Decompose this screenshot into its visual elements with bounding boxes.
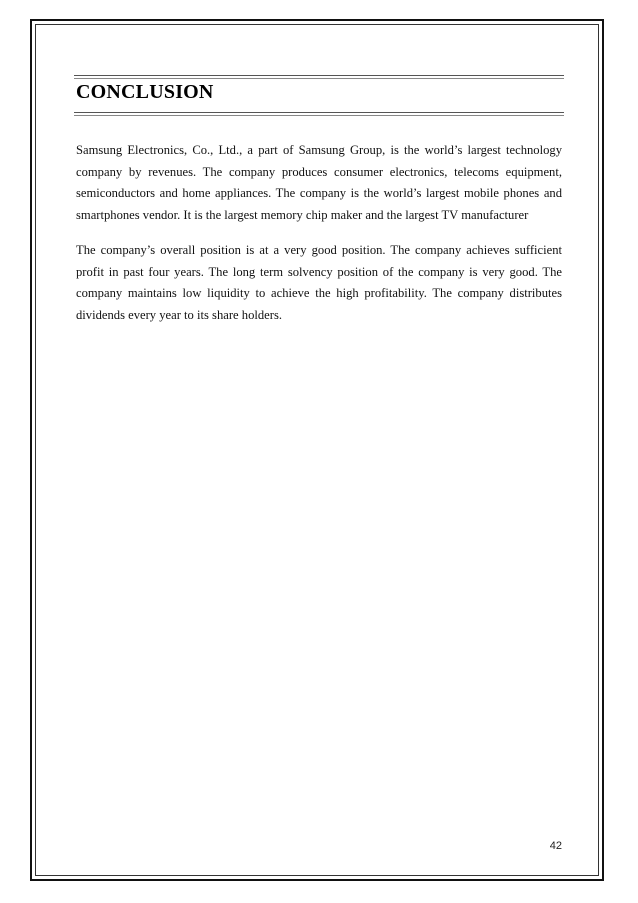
heading-rule-top-secondary	[74, 78, 564, 79]
section-heading: CONCLUSION	[76, 81, 214, 103]
paragraph-2: The company’s overall position is at a very good position. The company achieves sufficient profit in past four years. The long term solvency position of the company is very good. The company maintains low liquidity to achieve the high profitability. The company distributes dividends every year to its share holders.	[76, 243, 562, 322]
heading-rule-bottom	[74, 112, 564, 113]
paragraph-1: Samsung Electronics, Co., Ltd., a part of Samsung Group, is the world’s largest technology company by revenues. The company produces consumer electronics, telecoms equipment, semiconductors and home appliances. The company is the world’s largest mobile phones and smartphones vendor. It is the largest memory chip maker and the largest TV manufacturer	[76, 143, 562, 222]
heading-rule-top	[74, 75, 564, 76]
page-number: 42	[549, 840, 562, 852]
heading-rule-bottom-secondary	[74, 115, 564, 116]
